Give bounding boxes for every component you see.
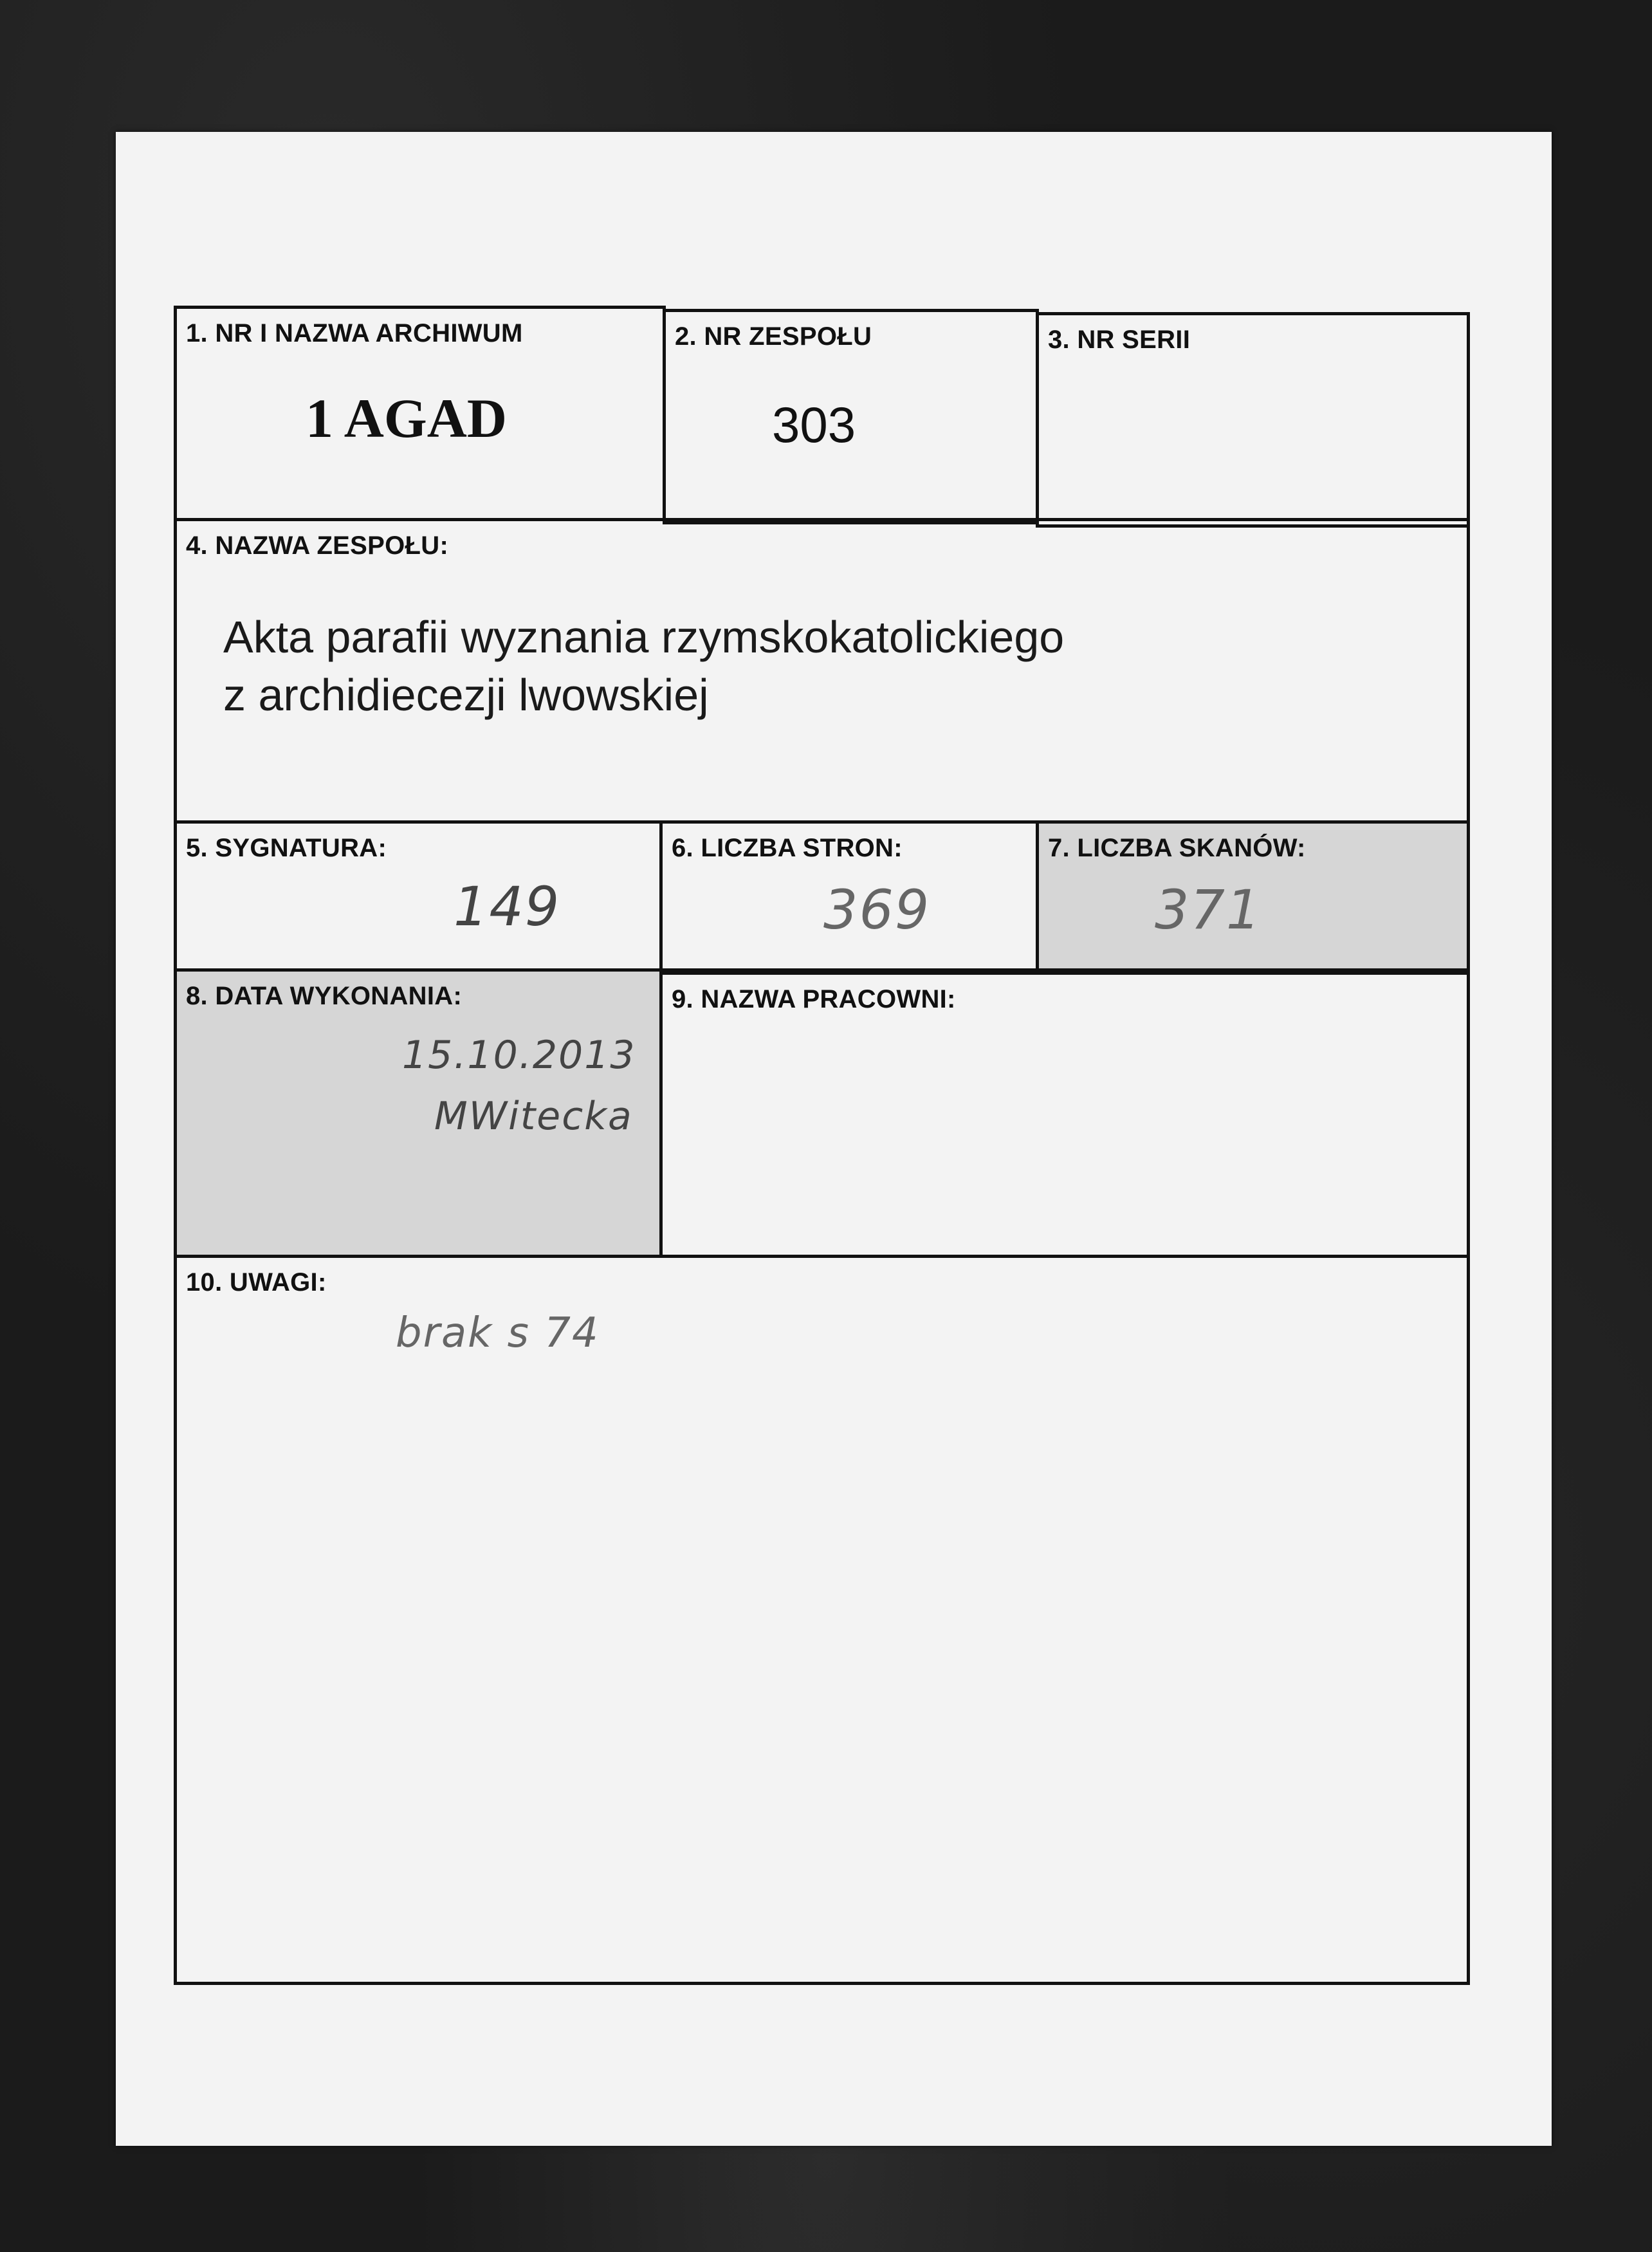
- remarks-value: brak s 74: [396, 1309, 600, 1357]
- page-count-cell: [659, 820, 1039, 972]
- page-count-value: 369: [823, 878, 931, 941]
- signature-value: 149: [454, 875, 561, 938]
- signature-cell: [174, 820, 663, 972]
- archival-form-sheet: [116, 132, 1552, 2146]
- date-label: 8. DATA WYKONANIA:: [186, 982, 463, 1010]
- date-cell: [174, 968, 663, 1258]
- scan-count-cell: [1036, 820, 1470, 972]
- fond-name-label: 4. NAZWA ZESPOŁU:: [186, 531, 449, 560]
- page-count-label: 6. LICZBA STRON:: [672, 834, 903, 862]
- scan-count-value: 371: [1155, 878, 1262, 941]
- workshop-cell: [659, 972, 1470, 1258]
- fond-name-cell: [174, 518, 1470, 824]
- remarks-label: 10. UWAGI:: [186, 1268, 327, 1297]
- fond-number-value: 303: [772, 396, 856, 453]
- date-signed-by: MWitecka: [434, 1094, 633, 1139]
- fond-name-line-1: Akta parafii wyznania rzymskokatolickiego: [223, 612, 1065, 662]
- fond-number-cell: [663, 309, 1039, 524]
- fond-name-line-2: z archidiecezji lwowskiej: [223, 670, 709, 720]
- archive-cell: [174, 306, 666, 521]
- archive-value: 1 AGAD: [306, 387, 507, 449]
- scan-count-label: 7. LICZBA SKANÓW:: [1048, 834, 1306, 862]
- archive-label: 1. NR I NAZWA ARCHIWUM: [186, 319, 523, 347]
- signature-label: 5. SYGNATURA:: [186, 834, 387, 862]
- fond-name-text: [223, 608, 1064, 724]
- remarks-cell: [174, 1255, 1470, 1985]
- series-number-cell: [1036, 312, 1470, 528]
- fond-number-label: 2. NR ZESPOŁU: [675, 322, 872, 351]
- series-number-label: 3. NR SERII: [1048, 326, 1191, 354]
- date-value: 15.10.2013: [402, 1033, 636, 1078]
- workshop-label: 9. NAZWA PRACOWNI:: [672, 985, 956, 1013]
